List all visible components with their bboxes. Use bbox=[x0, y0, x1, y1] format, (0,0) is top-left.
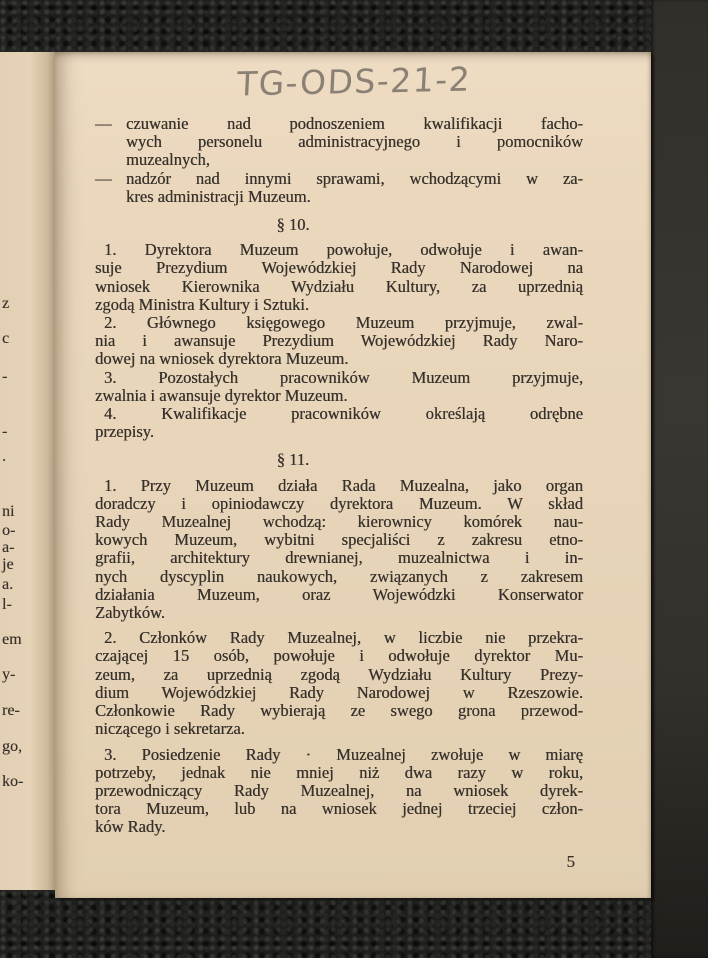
text-line: zwalnia i awansuje dyrektor Muzeum. bbox=[95, 385, 348, 405]
text-line: dium Wojewódzkiej Rady Narodowej w Rzeszowie. bbox=[95, 682, 583, 702]
paragraph bbox=[95, 241, 583, 314]
cutoff-text-fragment: re- bbox=[2, 702, 20, 719]
dash-marker: — bbox=[95, 114, 112, 133]
text-line: grafii, architektury drewnianej, muzealnictwa i in- bbox=[95, 548, 583, 568]
paragraph bbox=[95, 746, 583, 837]
cutoff-text-fragment: c bbox=[2, 330, 10, 347]
cutoff-text-fragment: l- bbox=[2, 596, 12, 613]
handwritten-annotation: TG-ODS-21-2 bbox=[236, 59, 473, 104]
paragraph bbox=[95, 369, 583, 405]
page-content bbox=[95, 115, 583, 837]
text-line: przewodniczący Rady Muzealnej, na wniosek dyrek- bbox=[95, 780, 583, 800]
paragraph bbox=[95, 629, 583, 738]
text-line: przepisy. bbox=[95, 422, 154, 442]
cutoff-text-fragment: y- bbox=[2, 666, 16, 683]
document-page bbox=[55, 52, 651, 898]
text-line: czającej 15 osób, powołuje i odwołuje dyrektor Mu- bbox=[95, 646, 583, 666]
text-line: działania Muzeum, oraz Wojewódzki Konserwator bbox=[95, 584, 583, 604]
cover-edge-strip bbox=[651, 0, 708, 958]
text-line: zgodą Ministra Kultury i Sztuki. bbox=[95, 294, 310, 314]
text-line: nia i awansuje Prezydium Wojewódzkiej Rady Naro- bbox=[95, 331, 583, 351]
text-line: ków Rady. bbox=[95, 817, 166, 837]
text-line: zeum, za uprzednią zgodą Wydziału Kultury Prezy- bbox=[95, 664, 583, 684]
cutoff-text-fragment: je bbox=[2, 556, 14, 573]
cutoff-text-fragment: go, bbox=[2, 738, 22, 755]
text-line: wych personelu administracyjnego i pomocników bbox=[126, 132, 583, 152]
cutoff-text-fragment: - bbox=[2, 423, 8, 440]
cutoff-text-fragment: o- bbox=[2, 522, 16, 539]
text-line: Rady Muzealnej wchodzą: kierownicy komórek nau- bbox=[95, 512, 583, 532]
text-line: czuwanie nad podnoszeniem kwalifikacji facho- bbox=[126, 114, 583, 133]
text-line: kowych Muzeum, wybitni specjaliści z zakresu etno- bbox=[95, 530, 583, 550]
text-line: muzealnych, bbox=[126, 150, 210, 170]
cutoff-text-fragment: em bbox=[2, 631, 22, 648]
list-item bbox=[95, 170, 583, 206]
text-line: tora Muzeum, lub na wniosek jednej trzeciej człon- bbox=[95, 799, 583, 819]
paragraph bbox=[95, 314, 583, 369]
text-line: potrzeby, jednak nie mniej niż dwa razy w roku, bbox=[95, 762, 583, 782]
cutoff-text-fragment: - bbox=[2, 368, 8, 385]
text-line: nadzór nad innymi sprawami, wchodzącymi w za- bbox=[126, 168, 583, 188]
cutoff-text-fragment: a- bbox=[2, 539, 15, 556]
text-line: Członkowie Rady wybierają ze swego grona przewod- bbox=[95, 701, 583, 721]
cutoff-text-fragment: ko- bbox=[2, 773, 24, 790]
left-page-strip bbox=[0, 52, 55, 890]
cutoff-text-fragment: a. bbox=[2, 576, 14, 593]
paragraph bbox=[95, 477, 583, 623]
text-line: suje Prezydium Wojewódzkiej Rady Narodowej na bbox=[95, 258, 583, 278]
text-line: kres administracji Muzeum. bbox=[126, 186, 311, 206]
text-line: nych dyscyplin naukowych, związanych z zakresem bbox=[95, 566, 583, 586]
paragraph bbox=[95, 405, 583, 441]
text-line: 3. Pozostałych pracowników Muzeum przyjmuje, bbox=[104, 367, 583, 387]
text-line: 4. Kwalifikacje pracowników określają odrębne bbox=[104, 404, 583, 424]
text-line: 1. Dyrektora Muzeum powołuje, odwołuje i awan- bbox=[104, 240, 583, 260]
text-line: Zabytków. bbox=[95, 603, 165, 623]
cutoff-text-fragment: ni bbox=[2, 503, 15, 520]
text-line: doradczy i opiniodawczy dyrektora Muzeum. W skład bbox=[95, 493, 583, 513]
list-item bbox=[95, 115, 583, 170]
dash-marker: — bbox=[95, 168, 112, 188]
text-line: 1. Przy Muzeum działa Rada Muzealna, jako organ bbox=[104, 475, 583, 495]
text-line: wniosek Kierownika Wydziału Kultury, za uprzednią bbox=[95, 276, 583, 296]
text-line: 2. Członków Rady Muzealnej, w liczbie nie przekra- bbox=[104, 628, 583, 648]
cutoff-text-fragment: . bbox=[2, 448, 6, 465]
section-heading: § 10. bbox=[276, 215, 310, 235]
section-heading: § 11. bbox=[276, 450, 310, 470]
text-line: dowej na wniosek dyrektora Muzeum. bbox=[95, 349, 349, 369]
text-line: 2. Głównego księgowego Muzeum przyjmuje, zwal- bbox=[104, 313, 583, 333]
cutoff-text-fragment: z bbox=[2, 295, 10, 312]
text-line: 3. Posiedzenie Rady · Muzealnej zwołuje w miarę bbox=[104, 744, 583, 764]
text-line: niczącego i sekretarza. bbox=[95, 719, 245, 739]
page-number: 5 bbox=[566, 852, 575, 871]
